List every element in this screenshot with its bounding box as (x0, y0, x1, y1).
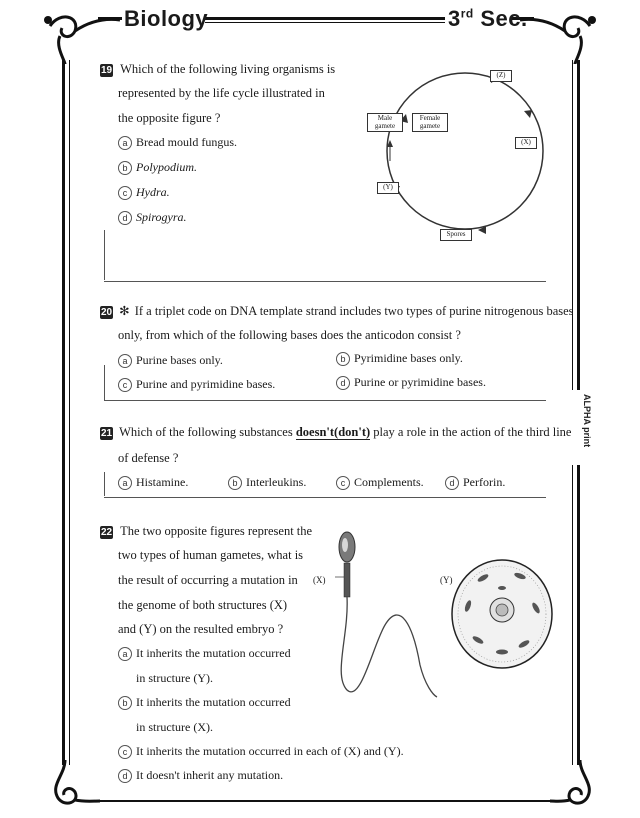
question-19-text-3: the opposite figure ? (118, 111, 221, 125)
question-19-separator (104, 281, 546, 282)
option-text: It inherits the mutation occurred in each of (X) and (Y). (136, 744, 404, 758)
diagram-label-x: (X) (515, 137, 537, 149)
grade-superscript: rd (460, 6, 474, 21)
q21-option-c[interactable] (336, 475, 424, 490)
question-21-line-1 (100, 425, 571, 440)
grade-suffix: Sec. (473, 6, 528, 31)
question-21-text-1-post: play a role in the action of the third line (370, 425, 572, 439)
option-text: It inherits the mutation occurred (136, 695, 291, 709)
question-21-text-2: of defense ? (118, 451, 179, 465)
option-text: It inherits the mutation occurred (136, 646, 291, 660)
question-number-badge: 20 (100, 307, 113, 318)
question-20-line-1 (100, 304, 574, 319)
q22-option-a-line-2: in structure (Y). (136, 671, 213, 685)
sperm-cell-figure (325, 525, 445, 700)
q22-option-b[interactable] (118, 695, 291, 710)
right-border-thick-top (577, 60, 580, 390)
question-22-line-1 (100, 524, 312, 539)
option-letter: d (118, 769, 132, 783)
diagram-label-female-gamete: Female gamete (412, 113, 448, 132)
important-star-icon: ✻ (119, 304, 130, 318)
option-letter: c (118, 745, 132, 759)
ovum-label-y: (Y) (440, 575, 453, 585)
right-border-thin-top (572, 60, 573, 390)
question-19-line-1 (100, 62, 335, 77)
option-letter: a (118, 647, 132, 661)
question-22-text-4: the genome of both structures (X) (118, 598, 288, 612)
option-text: Hydra. (136, 185, 170, 199)
grade-title (448, 6, 528, 32)
q20-option-b[interactable] (336, 351, 463, 366)
option-letter: a (118, 476, 132, 490)
q19-option-c[interactable] (118, 185, 170, 200)
option-text: Interleukins. (246, 475, 307, 489)
option-letter: b (228, 476, 242, 490)
question-number-badge: 22 (100, 527, 113, 538)
option-text: Purine bases only. (136, 353, 223, 367)
option-letter: b (336, 352, 350, 366)
question-21-separator (104, 497, 546, 498)
question-number-badge: 19 (100, 65, 113, 76)
diagram-label-spores: Spores (440, 229, 472, 241)
q22-option-b-line-2: in structure (X). (136, 720, 213, 734)
corner-ornament-top-left (40, 6, 120, 66)
question-22-text-3: the result of occurring a mutation in (118, 573, 298, 587)
option-letter: d (336, 376, 350, 390)
question-19-text-2: represented by the life cycle illustrated in (118, 86, 325, 100)
q19-option-a[interactable] (118, 135, 237, 150)
subject-title: Biology (124, 6, 209, 31)
question-20-separator (104, 400, 546, 401)
option-letter: a (118, 136, 132, 150)
diagram-label-male-gamete: Male gamete (367, 113, 403, 132)
q22-option-d[interactable] (118, 768, 283, 783)
option-text: Histamine. (136, 475, 189, 489)
q20-option-c[interactable] (118, 377, 275, 392)
option-text: Perforin. (463, 475, 506, 489)
option-text: It doesn't inherit any mutation. (136, 768, 284, 782)
q20-option-d[interactable] (336, 375, 486, 390)
question-19-side-rule (104, 230, 105, 280)
q21-option-a[interactable] (118, 475, 188, 490)
option-text: Polypodium. (136, 160, 197, 174)
option-letter: d (118, 211, 132, 225)
question-21-underlined: doesn't(don't) (295, 425, 371, 439)
corner-ornament-bottom-right (550, 760, 610, 818)
left-border-thin (69, 60, 70, 765)
header-rule-middle-thin (205, 22, 445, 23)
option-letter: a (118, 354, 132, 368)
question-number-badge: 21 (100, 428, 113, 439)
q20-option-a[interactable] (118, 353, 223, 368)
corner-ornament-bottom-left (40, 760, 100, 818)
question-20-text-2: only, from which of the following bases does the anticodon consist ? (118, 328, 461, 342)
q21-option-b[interactable] (228, 475, 306, 490)
option-letter: b (118, 161, 132, 175)
question-19-text-1: Which of the following living organisms is (120, 62, 336, 76)
diagram-label-y: (Y) (377, 182, 399, 194)
question-20-side-rule (104, 365, 105, 400)
publisher-side-tag: ALPHA print (582, 394, 592, 448)
question-21-text-1-pre: Which of the following substances (119, 425, 296, 439)
question-22-text-2: two types of human gametes, what is (118, 548, 304, 562)
option-letter: c (118, 378, 132, 392)
option-text: Purine or pyrimidine bases. (354, 375, 486, 389)
option-text: Bread mould fungus. (136, 135, 237, 149)
option-letter: d (445, 476, 459, 490)
question-22-text-1: The two opposite figures represent the (120, 524, 313, 538)
diagram-label-z: (Z) (490, 70, 512, 82)
option-letter: b (118, 696, 132, 710)
grade-number: 3 (448, 6, 461, 31)
option-text: Spirogyra. (136, 210, 187, 224)
ovum-cell-figure (448, 556, 558, 676)
option-text: Pyrimidine bases only. (354, 351, 463, 365)
q19-option-b[interactable] (118, 160, 197, 175)
q22-option-a[interactable] (118, 646, 291, 661)
header-rule-middle (205, 17, 445, 20)
q22-option-c[interactable] (118, 744, 404, 759)
right-border-thick-bottom (577, 465, 580, 765)
life-cycle-diagram (360, 56, 570, 256)
right-border-thin-bottom (572, 465, 573, 765)
bottom-border (90, 800, 558, 802)
sperm-label-x: (X) (313, 575, 326, 585)
question-20-text-1: If a triplet code on DNA template strand includes two types of purine nitrogenous bases (134, 304, 574, 318)
option-letter: c (118, 186, 132, 200)
left-border-thick (62, 60, 65, 765)
option-text: Purine and pyrimidine bases. (136, 377, 276, 391)
option-letter: c (336, 476, 350, 490)
q19-option-d[interactable] (118, 210, 187, 225)
question-22-text-5: and (Y) on the resulted embryo ? (118, 622, 284, 636)
question-21-side-rule (104, 472, 105, 496)
q21-option-d[interactable] (445, 475, 505, 490)
option-text: Complements. (354, 475, 424, 489)
